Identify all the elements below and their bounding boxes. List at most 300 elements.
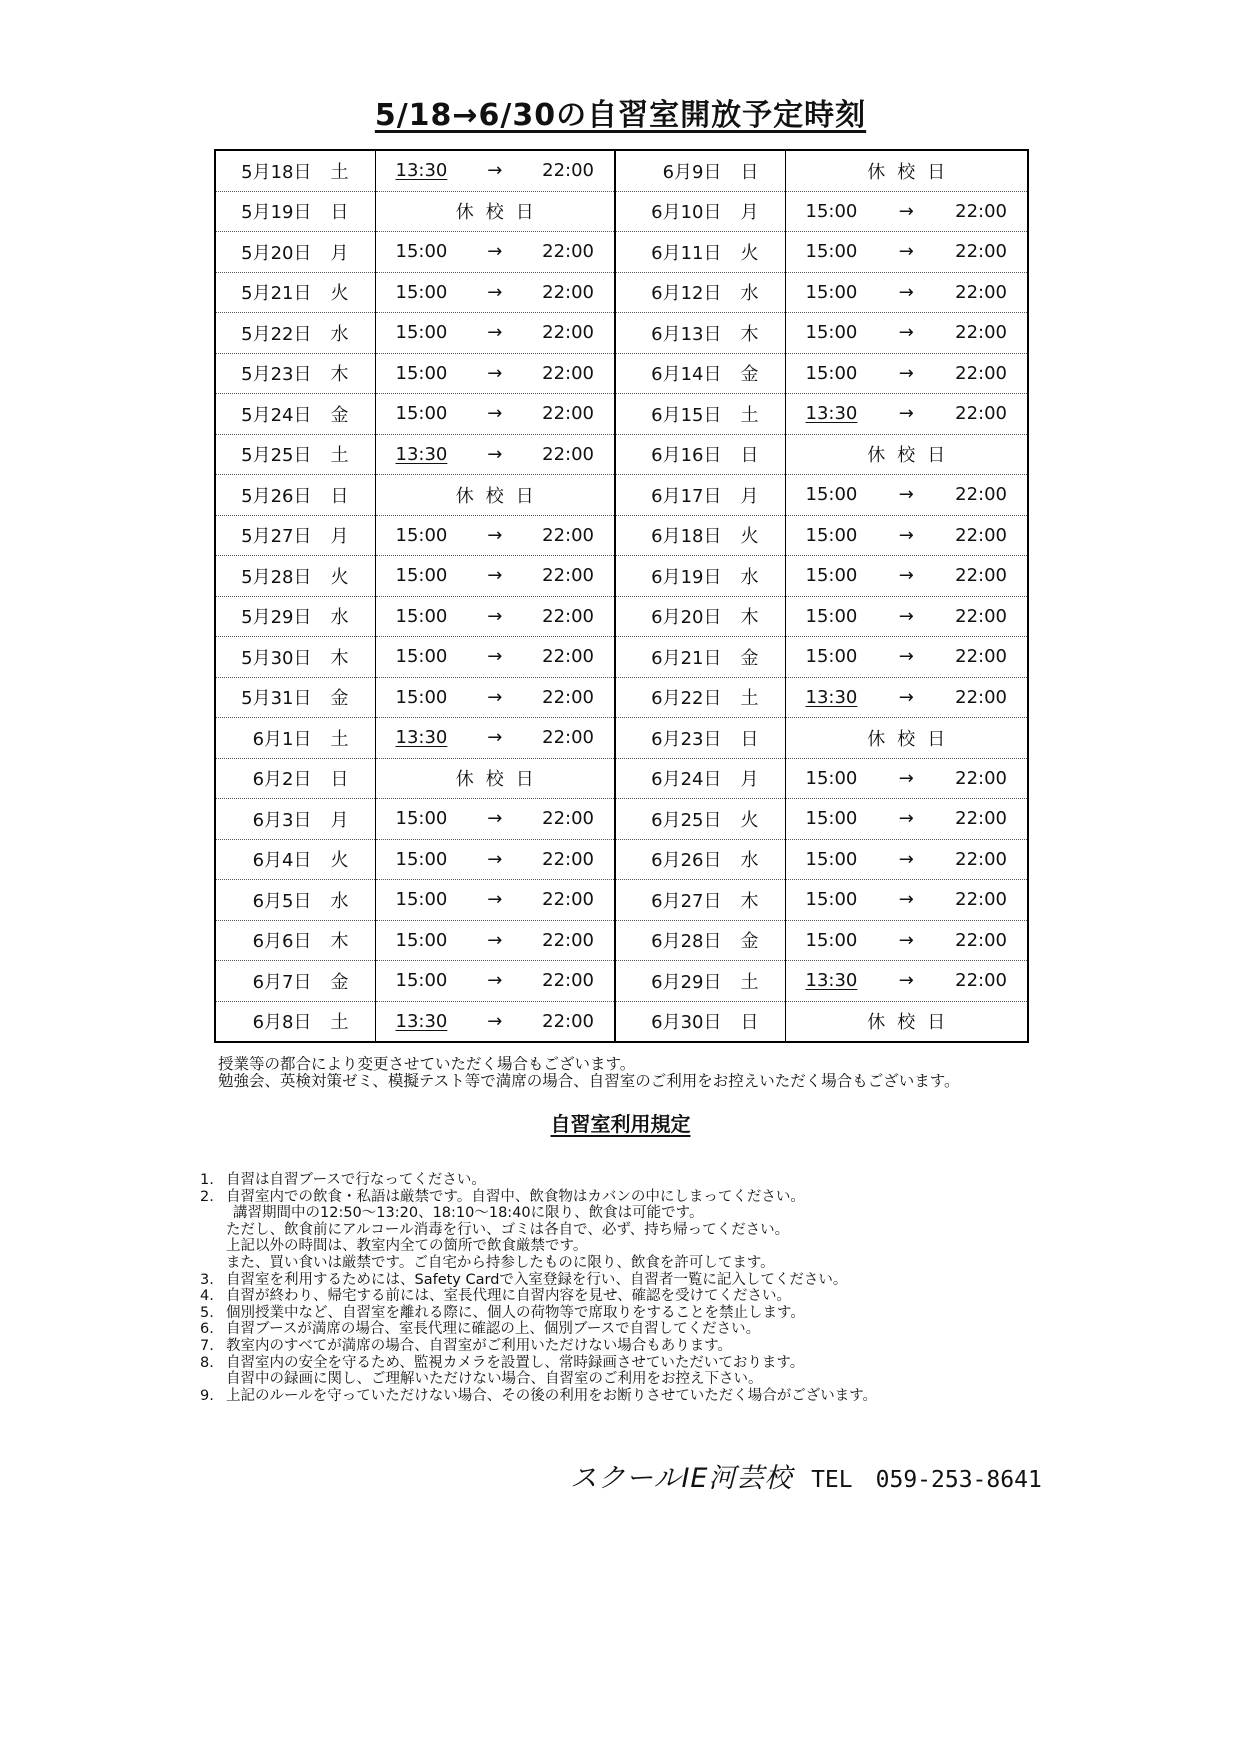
end-time: 22:00 [542, 808, 594, 830]
date-cell [615, 191, 785, 232]
weekday-label: 金 [330, 971, 349, 993]
school-name: スクールIE河芸校 [570, 1463, 793, 1494]
date-label: 6月30日 [651, 1012, 722, 1034]
arrow-icon: → [487, 727, 503, 749]
arrow-icon: → [898, 686, 914, 708]
closed-cell [785, 434, 1028, 475]
end-time: 22:00 [542, 889, 594, 911]
date-label: 6月18日 [651, 526, 722, 548]
date-label: 6月15日 [651, 404, 722, 426]
date-label: 5月25日 [241, 445, 312, 467]
date-cell [615, 880, 785, 921]
date-label: 5月30日 [241, 647, 312, 669]
page-title: 5/18→6/30の自習室開放予定時刻 [374, 98, 867, 133]
date-cell [215, 313, 375, 354]
date-cell [615, 353, 785, 394]
time-cell [785, 272, 1028, 313]
rule-line [200, 1355, 1020, 1372]
rule-text: 自習室内での飲食・私語は厳禁です。自習中、飲食物はカバンの中にしまってください。 [226, 1188, 805, 1205]
weekday-label: 水 [740, 283, 759, 305]
weekday-label: 木 [330, 931, 349, 953]
arrow-icon: → [487, 524, 503, 546]
date-label: 6月13日 [651, 323, 722, 345]
arrow-icon: → [898, 646, 914, 668]
time-cell [785, 556, 1028, 597]
end-time: 22:00 [542, 970, 594, 992]
weekday-label: 水 [330, 607, 349, 629]
end-time: 22:00 [955, 484, 1007, 506]
start-time: 15:00 [395, 241, 448, 263]
date-label: 6月22日 [651, 688, 722, 710]
weekday-label: 日 [740, 1012, 759, 1034]
weekday-label: 火 [330, 283, 349, 305]
start-time: 13:30 [805, 970, 858, 992]
time-cell [785, 920, 1028, 961]
rule-number: 4. [200, 1288, 214, 1305]
end-time: 22:00 [955, 686, 1007, 708]
time-cell [375, 556, 615, 597]
rule-text: ただし、飲食前にアルコール消毒を行い、ゴミは各自で、必ず、持ち帰ってください。 [226, 1221, 790, 1238]
start-time: 15:00 [805, 565, 858, 587]
date-cell [215, 758, 375, 799]
rule-number: 2. [200, 1188, 214, 1205]
date-label: 6月27日 [651, 890, 722, 912]
time-cell [375, 920, 615, 961]
date-label: 6月12日 [651, 283, 722, 305]
end-time: 22:00 [955, 403, 1007, 425]
date-label: 6月8日 [252, 1012, 312, 1034]
table-row [215, 596, 1028, 637]
start-time: 15:00 [395, 281, 448, 303]
start-time: 15:00 [395, 524, 448, 546]
weekday-label: 月 [740, 202, 759, 224]
date-label: 5月23日 [241, 364, 312, 386]
date-cell [215, 799, 375, 840]
end-time: 22:00 [955, 362, 1007, 384]
rule-line [200, 1321, 1020, 1338]
arrow-icon: → [487, 929, 503, 951]
weekday-label: 土 [740, 971, 759, 993]
end-time: 22:00 [542, 1010, 594, 1032]
closed-label: 休校日 [455, 202, 546, 224]
weekday-label: 月 [740, 485, 759, 507]
time-cell [785, 799, 1028, 840]
end-time: 22:00 [542, 929, 594, 951]
weekday-label: 土 [740, 404, 759, 426]
start-time: 15:00 [805, 808, 858, 830]
end-time: 22:00 [542, 727, 594, 749]
time-cell [785, 637, 1028, 678]
date-label: 6月16日 [651, 445, 722, 467]
rule-line [200, 1238, 1020, 1255]
time-cell [785, 677, 1028, 718]
end-time: 22:00 [542, 605, 594, 627]
weekday-label: 木 [740, 323, 759, 345]
arrow-icon: → [898, 565, 914, 587]
rule-number: 5. [200, 1304, 214, 1321]
table-row [215, 394, 1028, 435]
date-label: 6月7日 [252, 971, 312, 993]
rule-number: 7. [200, 1337, 214, 1354]
date-cell [615, 272, 785, 313]
weekday-label: 月 [330, 242, 349, 264]
start-time: 15:00 [395, 848, 448, 870]
time-cell [375, 839, 615, 880]
time-cell [785, 758, 1028, 799]
date-cell [615, 1001, 785, 1042]
rule-number: 8. [200, 1354, 214, 1371]
date-cell [615, 839, 785, 880]
table-row [215, 191, 1028, 232]
weekday-label: 金 [330, 688, 349, 710]
closed-cell [785, 1001, 1028, 1042]
table-row [215, 353, 1028, 394]
closed-cell [375, 758, 615, 799]
table-row [215, 556, 1028, 597]
table-row [215, 758, 1028, 799]
start-time: 15:00 [395, 970, 448, 992]
date-label: 5月20日 [241, 242, 312, 264]
arrow-icon: → [898, 929, 914, 951]
date-label: 5月22日 [241, 323, 312, 345]
end-time: 22:00 [955, 322, 1007, 344]
arrow-icon: → [898, 848, 914, 870]
weekday-label: 火 [330, 850, 349, 872]
table-row [215, 920, 1028, 961]
weekday-label: 月 [330, 809, 349, 831]
end-time: 22:00 [955, 646, 1007, 668]
weekday-label: 日 [740, 445, 759, 467]
table-row [215, 272, 1028, 313]
weekday-label: 木 [330, 647, 349, 669]
rule-line [200, 1338, 1020, 1355]
arrow-icon: → [487, 889, 503, 911]
arrow-icon: → [487, 160, 503, 182]
rule-number: 9. [200, 1387, 214, 1404]
end-time: 22:00 [955, 281, 1007, 303]
weekday-label: 木 [330, 364, 349, 386]
end-time: 22:00 [542, 160, 594, 182]
end-time: 22:00 [955, 889, 1007, 911]
weekday-label: 金 [740, 931, 759, 953]
date-label: 6月5日 [252, 890, 312, 912]
end-time: 22:00 [955, 848, 1007, 870]
start-time: 13:30 [805, 403, 858, 425]
start-time: 15:00 [395, 889, 448, 911]
weekday-label: 木 [740, 607, 759, 629]
footer [570, 1456, 1042, 1495]
start-time: 13:30 [395, 1010, 448, 1032]
date-cell [615, 799, 785, 840]
arrow-icon: → [898, 524, 914, 546]
closed-label: 休校日 [867, 1012, 958, 1034]
date-label: 6月9日 [662, 161, 722, 183]
table-row [215, 434, 1028, 475]
rule-line [200, 1205, 1020, 1222]
weekday-label: 月 [740, 769, 759, 791]
rule-number: 1. [200, 1172, 214, 1188]
school-tel: TEL 059-253-8641 [811, 1467, 1042, 1493]
rule-text: 講習期間中の12:50～13:20、18:10～18:40に限り、飲食は可能です。 [233, 1205, 704, 1222]
start-time: 15:00 [805, 484, 858, 506]
arrow-icon: → [487, 565, 503, 587]
time-cell [785, 313, 1028, 354]
rule-line [200, 1371, 1020, 1388]
date-label: 6月23日 [651, 728, 722, 750]
date-cell [615, 515, 785, 556]
date-cell [215, 839, 375, 880]
weekday-label: 土 [330, 445, 349, 467]
closed-cell [375, 191, 615, 232]
table-row [215, 637, 1028, 678]
start-time: 15:00 [395, 403, 448, 425]
closed-label: 休校日 [867, 445, 958, 467]
date-cell [615, 150, 785, 191]
weekday-label: 水 [330, 890, 349, 912]
date-cell [215, 232, 375, 273]
weekday-label: 金 [330, 404, 349, 426]
date-cell [615, 961, 785, 1002]
date-label: 6月10日 [651, 202, 722, 224]
closed-cell [375, 475, 615, 516]
end-time: 22:00 [542, 322, 594, 344]
start-time: 15:00 [805, 605, 858, 627]
date-cell [215, 556, 375, 597]
table-row [215, 515, 1028, 556]
end-time: 22:00 [542, 848, 594, 870]
arrow-icon: → [898, 281, 914, 303]
rule-number: 3. [200, 1271, 214, 1288]
weekday-label: 土 [330, 1012, 349, 1034]
closed-cell [785, 718, 1028, 759]
note-line: 授業等の都合により変更させていただく場合もございます。 [218, 1055, 636, 1073]
time-cell [785, 839, 1028, 880]
arrow-icon: → [898, 241, 914, 263]
weekday-label: 金 [740, 647, 759, 669]
rule-number: 6. [200, 1321, 214, 1338]
table-row [215, 313, 1028, 354]
arrow-icon: → [898, 605, 914, 627]
time-cell [375, 718, 615, 759]
date-label: 6月6日 [252, 931, 312, 953]
end-time: 22:00 [542, 241, 594, 263]
end-time: 22:00 [955, 200, 1007, 222]
end-time: 22:00 [542, 524, 594, 546]
date-cell [215, 677, 375, 718]
arrow-icon: → [898, 767, 914, 789]
arrow-icon: → [487, 646, 503, 668]
table-row [215, 1001, 1028, 1042]
weekday-label: 水 [740, 850, 759, 872]
date-cell [215, 353, 375, 394]
time-cell [375, 515, 615, 556]
date-label: 6月2日 [252, 769, 312, 791]
arrow-icon: → [487, 808, 503, 830]
arrow-icon: → [898, 484, 914, 506]
arrow-icon: → [898, 889, 914, 911]
weekday-label: 火 [330, 566, 349, 588]
table-row [215, 839, 1028, 880]
start-time: 15:00 [395, 646, 448, 668]
arrow-icon: → [487, 443, 503, 465]
weekday-label: 金 [740, 364, 759, 386]
time-cell [375, 799, 615, 840]
start-time: 15:00 [805, 322, 858, 344]
weekday-label: 日 [330, 485, 349, 507]
weekday-label: 火 [740, 809, 759, 831]
date-cell [615, 596, 785, 637]
start-time: 13:30 [805, 686, 858, 708]
date-cell [615, 920, 785, 961]
time-cell [375, 353, 615, 394]
closed-cell [785, 150, 1028, 191]
date-cell [615, 758, 785, 799]
rule-line [200, 1288, 1020, 1305]
rule-text: 上記以外の時間は、教室内全ての箇所で飲食厳禁です。 [226, 1238, 588, 1255]
rule-line [200, 1272, 1020, 1289]
weekday-label: 日 [330, 769, 349, 791]
date-label: 5月19日 [241, 202, 312, 224]
end-time: 22:00 [542, 646, 594, 668]
time-cell [375, 677, 615, 718]
end-time: 22:00 [542, 443, 594, 465]
end-time: 22:00 [542, 565, 594, 587]
time-cell [785, 394, 1028, 435]
time-cell [375, 150, 615, 191]
start-time: 15:00 [805, 889, 858, 911]
time-cell [375, 596, 615, 637]
date-cell [215, 596, 375, 637]
date-cell [215, 718, 375, 759]
date-label: 6月14日 [651, 364, 722, 386]
date-label: 6月1日 [252, 728, 312, 750]
date-cell [215, 637, 375, 678]
date-cell [615, 394, 785, 435]
date-label: 6月25日 [651, 809, 722, 831]
rule-line [200, 1222, 1020, 1239]
weekday-label: 土 [330, 161, 349, 183]
time-cell [375, 637, 615, 678]
time-cell [785, 353, 1028, 394]
rule-text: 自習室を利用するためには、Safety Cardで入室登録を行い、自習者一覧に記入してください。 [226, 1271, 848, 1288]
time-cell [375, 272, 615, 313]
closed-label: 休校日 [455, 485, 546, 507]
table-row [215, 799, 1028, 840]
start-time: 13:30 [395, 443, 448, 465]
arrow-icon: → [487, 970, 503, 992]
date-cell [215, 920, 375, 961]
rule-text: 自習中の録画に関し、ご理解いただけない場合、自習室のご利用をお控え下さい。 [226, 1371, 763, 1388]
table-row [215, 880, 1028, 921]
date-label: 5月28日 [241, 566, 312, 588]
date-cell [615, 232, 785, 273]
date-cell [215, 1001, 375, 1042]
start-time: 15:00 [395, 686, 448, 708]
date-label: 6月11日 [651, 242, 722, 264]
rules-list [200, 1172, 1020, 1404]
rule-line [200, 1172, 1020, 1189]
weekday-label: 土 [740, 688, 759, 710]
date-cell [615, 313, 785, 354]
closed-label: 休校日 [455, 769, 546, 791]
date-label: 6月17日 [651, 485, 722, 507]
date-cell [215, 961, 375, 1002]
date-label: 5月29日 [241, 607, 312, 629]
arrow-icon: → [487, 281, 503, 303]
date-label: 6月21日 [651, 647, 722, 669]
closed-label: 休校日 [867, 728, 958, 750]
date-cell [615, 434, 785, 475]
date-cell [215, 434, 375, 475]
start-time: 15:00 [805, 200, 858, 222]
table-row [215, 232, 1028, 273]
start-time: 15:00 [805, 362, 858, 384]
arrow-icon: → [487, 605, 503, 627]
rule-line [200, 1388, 1020, 1405]
time-cell [785, 191, 1028, 232]
schedule-table [214, 149, 1029, 1043]
end-time: 22:00 [955, 241, 1007, 263]
rule-text: 自習が終わり、帰宅する前には、室長代理に自習内容を見せ、確認を受けてください。 [226, 1288, 792, 1305]
start-time: 15:00 [805, 281, 858, 303]
arrow-icon: → [487, 362, 503, 384]
end-time: 22:00 [955, 929, 1007, 951]
rule-line [200, 1255, 1020, 1272]
rules-title: 自習室利用規定 [550, 1112, 691, 1136]
weekday-label: 日 [330, 202, 349, 224]
time-cell [785, 515, 1028, 556]
start-time: 15:00 [395, 808, 448, 830]
weekday-label: 月 [330, 526, 349, 548]
time-cell [375, 232, 615, 273]
date-cell [215, 191, 375, 232]
weekday-label: 火 [740, 526, 759, 548]
end-time: 22:00 [955, 767, 1007, 789]
end-time: 22:00 [542, 362, 594, 384]
time-cell [785, 596, 1028, 637]
time-cell [785, 961, 1028, 1002]
time-cell [785, 232, 1028, 273]
rule-text: 自習ブースが満席の場合、室長代理に確認の上、個別ブースで自習してください。 [226, 1321, 761, 1338]
date-cell [215, 272, 375, 313]
date-label: 6月29日 [651, 971, 722, 993]
end-time: 22:00 [955, 565, 1007, 587]
date-cell [615, 475, 785, 516]
arrow-icon: → [898, 970, 914, 992]
date-label: 5月31日 [241, 688, 312, 710]
rule-text: 自習室内の安全を守るため、監視カメラを設置し、常時録画させていただいております。 [226, 1354, 805, 1371]
arrow-icon: → [487, 1010, 503, 1032]
date-cell [215, 515, 375, 556]
time-cell [375, 961, 615, 1002]
weekday-label: 日 [740, 728, 759, 750]
start-time: 15:00 [805, 524, 858, 546]
start-time: 15:00 [805, 848, 858, 870]
arrow-icon: → [487, 241, 503, 263]
table-row [215, 718, 1028, 759]
time-cell [785, 880, 1028, 921]
time-cell [375, 313, 615, 354]
weekday-label: 水 [740, 566, 759, 588]
start-time: 15:00 [395, 565, 448, 587]
end-time: 22:00 [955, 808, 1007, 830]
start-time: 15:00 [395, 605, 448, 627]
date-label: 6月20日 [651, 607, 722, 629]
weekday-label: 土 [330, 728, 349, 750]
date-cell [215, 475, 375, 516]
notes [218, 1056, 960, 1090]
rule-text: 上記のルールを守っていただけない場合、その後の利用をお断りさせていただく場合がございます。 [226, 1387, 878, 1404]
